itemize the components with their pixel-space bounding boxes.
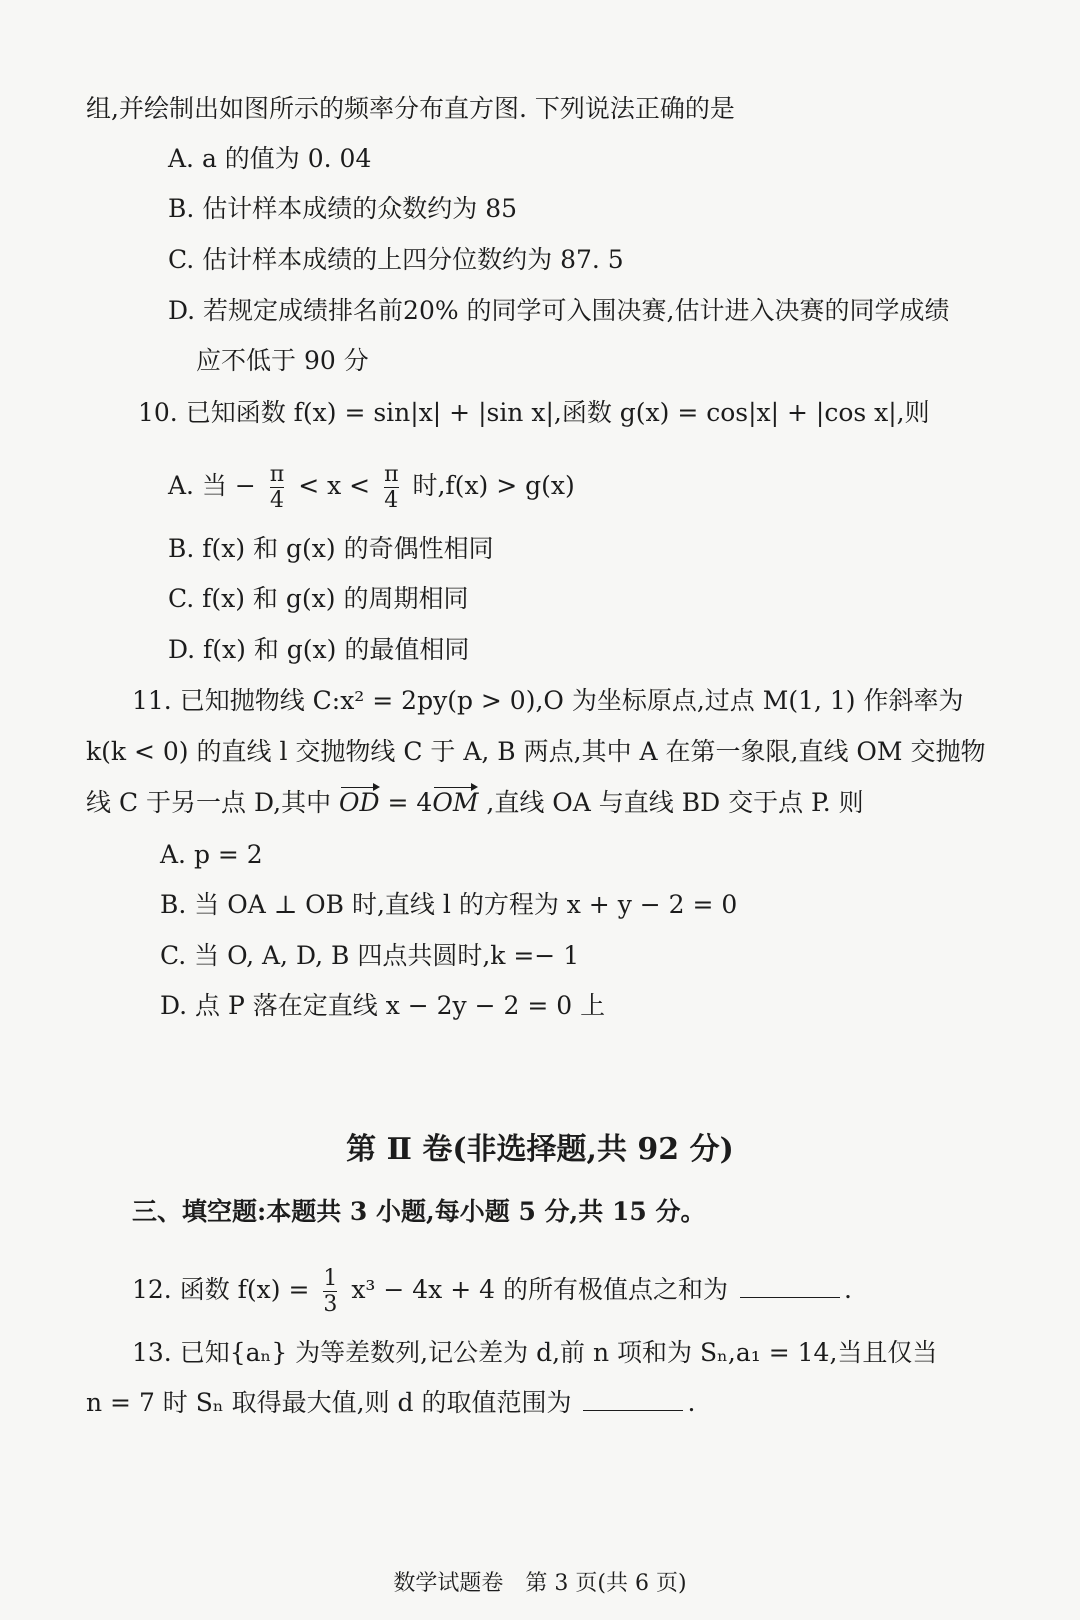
q11-stem-line3 bbox=[86, 786, 864, 820]
fill-in-header: 三、填空题:本题共 3 小题,每小题 5 分,共 15 分。 bbox=[132, 1197, 706, 1226]
q10-stem: 10. 已知函数 f(x) = sin|x| + |sin x|,函数 g(x) = cos|x| + |cos x|,则 bbox=[138, 398, 930, 427]
q11-stem-line1: 11. 已知抛物线 C:x² = 2py(p > 0),O 为坐标原点,过点 M(1, 1) 作斜率为 bbox=[132, 686, 964, 715]
fraction-numerator: π bbox=[269, 461, 285, 487]
q9-option-b: B. 估计样本成绩的众数约为 85 bbox=[168, 194, 518, 223]
fraction-denominator: 4 bbox=[270, 487, 285, 513]
q11-option-c: C. 当 O, A, D, B 四点共圆时,k =− 1 bbox=[160, 941, 580, 970]
q10-option-c: C. f(x) 和 g(x) 的周期相同 bbox=[168, 584, 469, 613]
fraction-denominator: 4 bbox=[384, 487, 399, 513]
q12-period: . bbox=[843, 1275, 852, 1304]
q12-prefix: 12. 函数 f(x) = bbox=[132, 1275, 310, 1304]
q10-option-b: B. f(x) 和 g(x) 的奇偶性相同 bbox=[168, 534, 494, 563]
q10-option-d: D. f(x) 和 g(x) 的最值相同 bbox=[168, 635, 470, 664]
q12-line bbox=[132, 1262, 852, 1318]
vector-od: OD bbox=[339, 786, 380, 820]
q11-line3-start: 线 C 于另一点 D,其中 bbox=[86, 788, 332, 817]
q13-period: . bbox=[687, 1388, 696, 1417]
q10-a-suffix: 时,f(x) > g(x) bbox=[412, 471, 575, 500]
q13-line1: 13. 已知{aₙ} 为等差数列,记公差为 d,前 n 项和为 Sₙ,a₁ = 14,当且仅当 bbox=[132, 1338, 938, 1367]
q11-option-d: D. 点 P 落在定直线 x − 2y − 2 = 0 上 bbox=[160, 991, 606, 1020]
q13-line2 bbox=[86, 1386, 695, 1420]
q13-answer-blank[interactable] bbox=[583, 1386, 683, 1411]
fraction-pi-over-4-right bbox=[384, 463, 398, 513]
section-title: 第 Ⅱ 卷(非选择题,共 92 分) bbox=[346, 1132, 734, 1167]
q10-a-inequality: < x < bbox=[298, 471, 371, 500]
q12-suffix: x³ − 4x + 4 的所有极值点之和为 bbox=[351, 1275, 728, 1304]
q10-option-a bbox=[168, 458, 575, 514]
q11-stem-line2: k(k < 0) 的直线 l 交抛物线 C 于 A, B 两点,其中 A 在第一象限,直线 OM 交抛物 bbox=[86, 737, 986, 766]
q9-option-c: C. 估计样本成绩的上四分位数约为 87. 5 bbox=[168, 245, 624, 274]
q9-option-a: A. a 的值为 0. 04 bbox=[168, 144, 372, 173]
q11-option-a: A. p = 2 bbox=[160, 840, 263, 869]
intro-line: 组,并绘制出如图所示的频率分布直方图. 下列说法正确的是 bbox=[86, 94, 735, 123]
q9-option-d-line1: D. 若规定成绩排名前20% 的同学可入围决赛,估计进入决赛的同学成绩 bbox=[168, 296, 950, 325]
q11-option-b: B. 当 OA ⊥ OB 时,直线 l 的方程为 x + y − 2 = 0 bbox=[160, 890, 738, 919]
q11-line3-end: ,直线 OA 与直线 BD 交于点 P. 则 bbox=[486, 788, 864, 817]
page-footer: 数学试题卷 第 3 页(共 6 页) bbox=[393, 1571, 687, 1596]
q13-line2-text: n = 7 时 Sₙ 取得最大值,则 d 的取值范围为 bbox=[86, 1388, 572, 1417]
q12-answer-blank[interactable] bbox=[740, 1273, 840, 1298]
fraction-one-third bbox=[323, 1267, 337, 1317]
fraction-numerator: 1 bbox=[323, 1265, 338, 1291]
fraction-pi-over-4-left bbox=[270, 463, 284, 513]
q10-a-prefix: A. 当 − bbox=[168, 471, 256, 500]
vector-om: OM bbox=[432, 786, 478, 820]
q9-option-d-line2: 应不低于 90 分 bbox=[196, 346, 369, 375]
fraction-denominator: 3 bbox=[323, 1291, 338, 1317]
q11-equals: = 4 bbox=[387, 788, 433, 817]
fraction-numerator: π bbox=[384, 461, 399, 487]
